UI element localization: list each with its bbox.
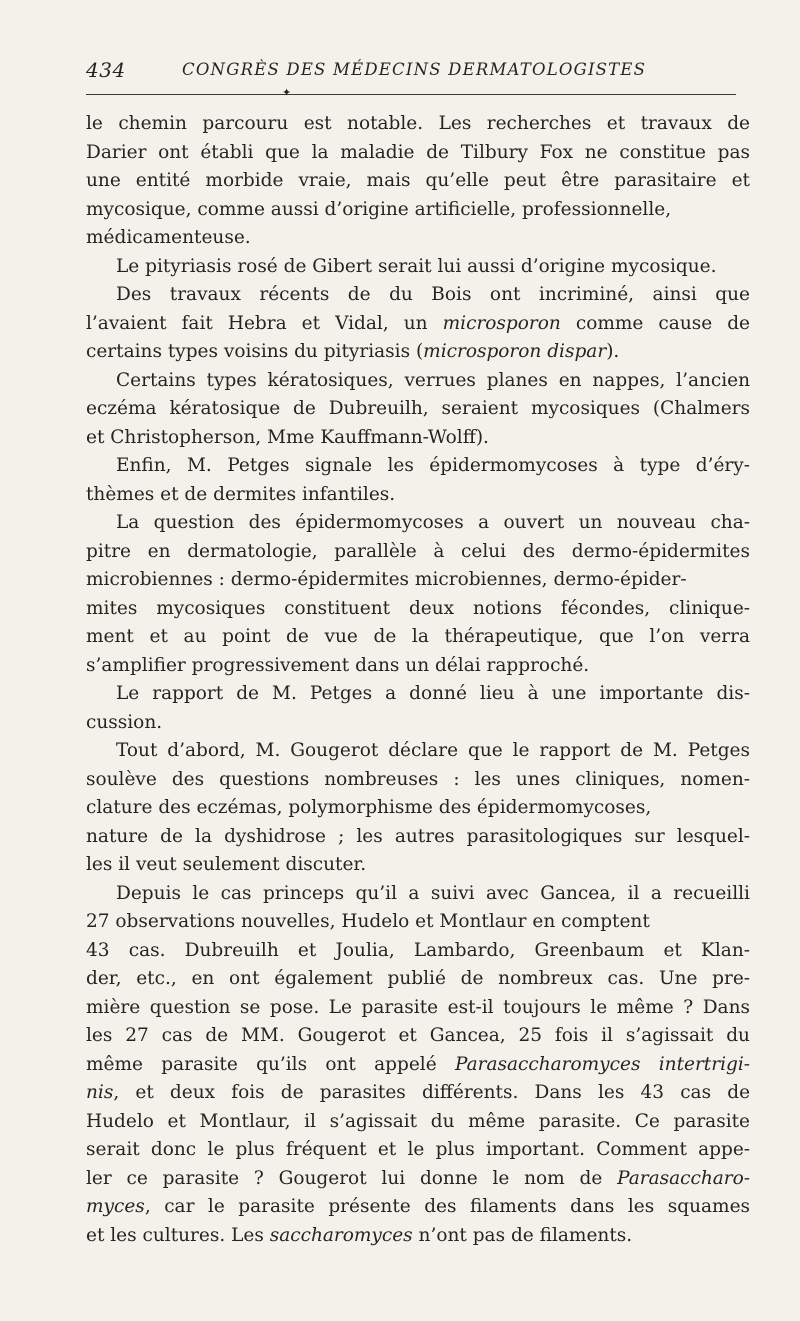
body-text: [86, 110, 750, 1250]
text-run: certains types voisins du pityriasis (: [86, 341, 424, 362]
text-run: comme cause de: [560, 312, 751, 334]
running-title: CONGRÈS DES MÉDECINS DERMATOLOGISTES: [182, 60, 647, 79]
text-run: ler ce parasite ? Gougerot lui donne le nom de: [86, 1167, 618, 1189]
text-line: [86, 1079, 750, 1108]
text-line: médicamenteuse.: [86, 227, 251, 248]
running-head: [86, 58, 736, 99]
text-line: [86, 310, 750, 339]
text-line: soulève des questions nombreuses : les unes cliniques, nomen-: [86, 768, 751, 790]
text-line: Certains types kératosiques, verrues planes en nappes, l’ancien: [116, 369, 751, 391]
italic-term: microsporon dispar: [423, 341, 607, 362]
italic-term: nis: [86, 1082, 114, 1103]
text-line: ment et au point de vue de la thérapeutique, que l’on verra: [86, 626, 751, 647]
rule-ornament: ✦: [282, 86, 292, 99]
header-rule: [86, 94, 736, 95]
text-line: microbiennes : dermo-épidermites microbiennes, dermo-épider-: [86, 569, 687, 590]
italic-term: myces: [86, 1196, 145, 1217]
text-run: même parasite qu’ils ont appelé: [86, 1053, 455, 1075]
text-line: mycosique, comme aussi d’origine artificielle, professionnelle,: [86, 198, 672, 220]
text-line: le chemin parcouru est notable. Les recherches et travaux de: [86, 113, 751, 134]
text-line: 27 observations nouvelles, Hudelo et Montlaur en comptent: [86, 911, 650, 932]
text-line: [86, 338, 750, 367]
text-line: Hudelo et Montlaur, il s’agissait du même parasite. Ce parasite: [86, 1110, 751, 1132]
text-line: Enfin, M. Petges signale les épidermomycoses à type d’éry-: [116, 455, 750, 476]
italic-term: microsporon: [442, 312, 561, 334]
text-line: eczéma kératosique de Dubreuilh, seraient mycosiques (Chalmers: [86, 398, 750, 419]
text-line: mites mycosiques constituent deux notions fécondes, clinique-: [86, 597, 751, 619]
text-line: Le rapport de M. Petges a donné lieu à une importante dis-: [116, 683, 750, 704]
text-line: thèmes et de dermites infantiles.: [86, 483, 396, 505]
text-line: Des travaux récents de du Bois ont incriminé, ainsi que: [116, 284, 750, 305]
text-run: , car le parasite présente des filaments dans les squames: [144, 1196, 751, 1217]
text-line: nature de la dyshidrose ; les autres parasitologiques sur lesquel-: [86, 825, 751, 847]
text-line: serait donc le plus fréquent et le plus important. Comment appe-: [86, 1139, 751, 1160]
text-line: der, etc., en ont également publié de nombreux cas. Une pre-: [86, 968, 751, 989]
text-line: [86, 1165, 750, 1194]
text-line: une entité morbide vraie, mais qu’elle peut être parasitaire et: [86, 170, 750, 191]
italic-term: Parasaccharomyces intertrigi-: [454, 1053, 750, 1075]
text-line: et Christopherson, Mme Kauffmann-Wolff).: [86, 426, 489, 448]
text-line: Darier ont établi que la maladie de Tilbury Fox ne constitue pas: [86, 141, 750, 163]
text-line: [86, 1051, 750, 1080]
text-line: La question des épidermomycoses a ouvert un nouveau cha-: [116, 512, 750, 533]
text-line: les 27 cas de MM. Gougerot et Gancea, 25 fois il s’agissait du: [86, 1025, 750, 1046]
text-line: 43 cas. Dubreuilh et Joulia, Lambardo, Greenbaum et Klan-: [86, 939, 750, 961]
page-number: 434: [86, 58, 126, 82]
text-line: [86, 1222, 750, 1251]
text-line: s’amplifier progressivement dans un délai rapproché.: [86, 654, 590, 676]
italic-term: Parasaccharo-: [617, 1167, 751, 1189]
text-line: les il veut seulement discuter.: [86, 854, 367, 875]
text-run: l’avaient fait Hebra et Vidal, un: [86, 312, 443, 334]
text-line: mière question se pose. Le parasite est-il toujours le même ? Dans: [86, 996, 750, 1018]
italic-term: saccharomyces: [269, 1224, 413, 1246]
text-line: clature des eczémas, polymorphisme des épidermomycoses,: [86, 797, 652, 818]
text-run: , et deux fois de parasites différents. Dans les 43 cas de: [113, 1082, 751, 1103]
text-line: cussion.: [86, 711, 163, 733]
text-line: pitre en dermatologie, parallèle à celui des dermo-épidermites: [86, 540, 750, 562]
text-line: Tout d’abord, M. Gougerot déclare que le rapport de M. Petges: [116, 740, 750, 761]
text-run: et les cultures. Les: [86, 1224, 270, 1246]
text-line: Le pityriasis rosé de Gibert serait lui aussi d’origine mycosique.: [116, 255, 717, 277]
text-run: ).: [606, 341, 620, 362]
text-line: [86, 1193, 750, 1222]
text-run: n’ont pas de filaments.: [412, 1224, 633, 1246]
text-line: Depuis le cas princeps qu’il a suivi avec Gancea, il a recueilli: [116, 882, 750, 904]
